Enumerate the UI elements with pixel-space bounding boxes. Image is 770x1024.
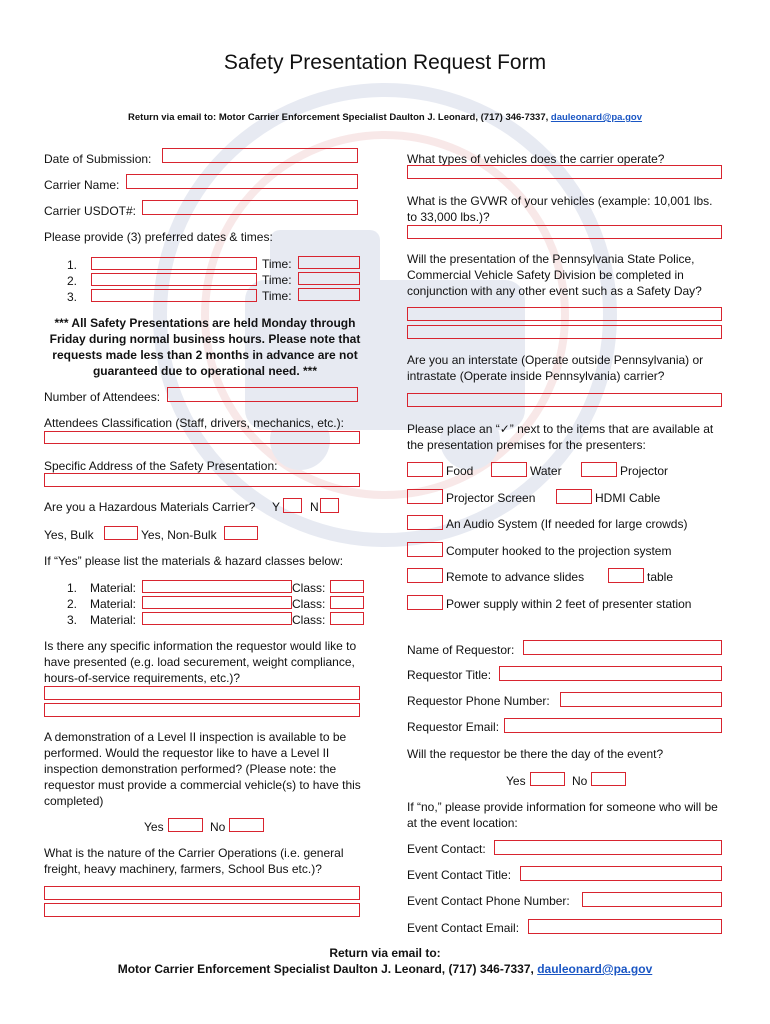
material-2-number: 2. (67, 597, 78, 611)
specific-topics-question: Is there any specific information the requestor would like to have presented (e.g. load securement, weight compliance, hours-of-service requirements, etc.)? (44, 639, 357, 685)
time-2-label: Time: (262, 273, 292, 287)
present-no-box[interactable] (591, 772, 626, 786)
material-3-number: 3. (67, 613, 78, 627)
hazmat-n-label: N (310, 500, 319, 514)
other-event-field-1[interactable] (407, 307, 722, 321)
address-label: Specific Address of the Safety Presentation: (44, 459, 278, 473)
classification-label: Attendees Classification (Staff, drivers, mechanics, etc.): (44, 416, 344, 430)
date-label: Date of Submission: (44, 152, 152, 166)
level2-yes-box[interactable] (168, 818, 203, 832)
level2-no-label: No (210, 820, 226, 834)
specific-topics-field-2[interactable] (44, 703, 360, 717)
event-contact-title-label: Event Contact Title: (407, 868, 512, 882)
projector-screen-box[interactable] (407, 489, 443, 504)
water-box[interactable] (491, 462, 527, 477)
return-email-link[interactable]: dauleonard@pa.gov (550, 112, 642, 123)
computer-label: Computer hooked to the projection system (446, 544, 672, 558)
yes-nonbulk-label: Yes, Non-Bulk (141, 528, 217, 542)
level2-no-box[interactable] (229, 818, 264, 832)
hdmi-label: HDMI Cable (595, 491, 661, 505)
hazmat-y-label: Y (272, 500, 281, 514)
material-3-label: Material: (90, 613, 137, 627)
time-1-field[interactable] (298, 256, 360, 269)
present-no-label: No (572, 774, 588, 788)
present-yes-box[interactable] (530, 772, 565, 786)
audio-system-box[interactable] (407, 515, 443, 530)
event-contact-email-label: Event Contact Email: (407, 921, 520, 935)
vehicle-types-question: What types of vehicles does the carrier operate? (407, 152, 665, 166)
class-2-field[interactable] (330, 596, 364, 609)
hazmat-n-box[interactable] (320, 498, 339, 513)
present-yes-label: Yes (506, 774, 526, 788)
event-contact-phone-field[interactable] (582, 892, 722, 907)
power-supply-box[interactable] (407, 595, 443, 610)
event-contact-email-field[interactable] (528, 919, 722, 934)
usdot-field[interactable] (142, 200, 358, 215)
carrier-name-label: Carrier Name: (44, 178, 120, 192)
yes-bulk-label: Yes, Bulk (44, 528, 94, 542)
requestor-present-question: Will the requestor be there the day of the event? (407, 747, 664, 761)
class-1-field[interactable] (330, 580, 364, 593)
requestor-title-label: Requestor Title: (407, 668, 492, 682)
date-1-number: 1. (67, 258, 78, 272)
water-label: Water (530, 464, 562, 478)
attendees-field[interactable] (167, 387, 358, 402)
gvwr-field[interactable] (407, 225, 722, 239)
material-1-field[interactable] (142, 580, 292, 593)
requestor-email-label: Requestor Email: (407, 720, 500, 734)
requestor-title-field[interactable] (499, 666, 722, 681)
hazmat-y-box[interactable] (283, 498, 302, 513)
other-event-field-2[interactable] (407, 325, 722, 339)
other-event-question: Will the presentation of the Pennsylvania State Police, Commercial Vehicle Safety Division be completed in conjunction with any other event such as a Safety Day? (407, 252, 702, 298)
requestor-name-label: Name of Requestor: (407, 643, 515, 657)
hdmi-box[interactable] (556, 489, 592, 504)
material-2-field[interactable] (142, 596, 292, 609)
remote-box[interactable] (407, 568, 443, 583)
projector-box[interactable] (581, 462, 617, 477)
remote-label: Remote to advance slides (446, 570, 585, 584)
requestor-email-field[interactable] (504, 718, 722, 733)
preferred-dates-label: Please provide (3) preferred dates & times: (44, 230, 273, 244)
usdot-label: Carrier USDOT#: (44, 204, 137, 218)
food-box[interactable] (407, 462, 443, 477)
interstate-field[interactable] (407, 393, 722, 407)
material-1-number: 1. (67, 581, 78, 595)
date-3-number: 3. (67, 290, 78, 304)
level2-yes-label: Yes (144, 820, 164, 834)
attendees-label: Number of Attendees: (44, 390, 161, 404)
time-2-field[interactable] (298, 272, 360, 285)
operations-field-1[interactable] (44, 886, 360, 900)
class-2-label: Class: (292, 597, 326, 611)
material-3-field[interactable] (142, 612, 292, 625)
date-2-field[interactable] (91, 273, 257, 286)
class-1-label: Class: (292, 581, 326, 595)
date-1-field[interactable] (91, 257, 257, 270)
projector-screen-label: Projector Screen (446, 491, 536, 505)
audio-system-label: An Audio System (If needed for large crowds) (446, 517, 688, 531)
event-contact-label: Event Contact: (407, 842, 486, 856)
carrier-name-field[interactable] (126, 174, 358, 189)
address-field[interactable] (44, 473, 360, 487)
operations-field-2[interactable] (44, 903, 360, 917)
event-contact-field[interactable] (494, 840, 722, 855)
projector-label: Projector (620, 464, 669, 478)
material-2-label: Material: (90, 597, 137, 611)
computer-box[interactable] (407, 542, 443, 557)
hazmat-question: Are you a Hazardous Materials Carrier? (44, 500, 256, 514)
event-contact-title-field[interactable] (520, 866, 722, 881)
requestor-name-field[interactable] (523, 640, 722, 655)
scheduling-notice: *** All Safety Presentations are held Monday through Friday during normal business hours. Please note that requests made less than 2 months in advance are not guaranteed due to operational need. *** (49, 316, 361, 378)
table-box[interactable] (608, 568, 644, 583)
power-supply-label: Power supply within 2 feet of presenter station (446, 597, 692, 611)
checklist-instructions: Please place an “✓” next to the items that are available at the presentation premises for the presenters: (407, 422, 714, 452)
event-contact-phone-label: Event Contact Phone Number: (407, 894, 570, 908)
material-1-label: Material: (90, 581, 137, 595)
footer-return-details: Motor Carrier Enforcement Specialist Daulton J. Leonard, (717) 346-7337, dauleonard@pa.gov (117, 962, 653, 976)
gvwr-question: What is the GVWR of your vehicles (example: 10,001 lbs. to 33,000 lbs.)? (407, 194, 713, 224)
requestor-phone-label: Requestor Phone Number: (407, 694, 550, 708)
interstate-question: Are you an interstate (Operate outside Pennsylvania) or intrastate (Operate inside Pennsylvania) carrier? (407, 353, 704, 383)
class-3-label: Class: (292, 613, 326, 627)
page-title: Safety Presentation Request Form (223, 51, 547, 74)
specific-topics-field-1[interactable] (44, 686, 360, 700)
food-label: Food (446, 464, 474, 478)
alternate-contact-instructions: If “no,” please provide information for someone who will be at the event location: (407, 800, 718, 830)
footer-email-link[interactable]: dauleonard@pa.gov (537, 962, 653, 976)
classification-field[interactable] (44, 431, 360, 444)
date-2-number: 2. (67, 274, 78, 288)
footer-return-heading: Return via email to: (329, 946, 441, 960)
date-field[interactable] (162, 148, 358, 163)
materials-question: If “Yes” please list the materials & hazard classes below: (44, 554, 344, 568)
operations-question: What is the nature of the Carrier Operations (i.e. general freight, heavy machinery, farmers, School Bus etc.)? (44, 846, 344, 876)
time-3-label: Time: (262, 289, 292, 303)
table-label: table (647, 570, 674, 584)
yes-nonbulk-box[interactable] (224, 526, 258, 540)
level2-question: A demonstration of a Level II inspection is available to be performed. Would the requestor like to have a Level II inspection demonstration performed? (Please note: the requestor must provide a commercial vehicle(s) to have this completed) (44, 730, 361, 808)
vehicle-types-field[interactable] (407, 165, 722, 179)
requestor-phone-field[interactable] (560, 692, 722, 707)
date-3-field[interactable] (91, 289, 257, 302)
checkmark-icon: ✓ (499, 422, 510, 436)
time-1-label: Time: (262, 257, 292, 271)
yes-bulk-box[interactable] (104, 526, 138, 540)
time-3-field[interactable] (298, 288, 360, 301)
class-3-field[interactable] (330, 612, 364, 625)
return-instructions: Return via email to: Motor Carrier Enforcement Specialist Daulton J. Leonard, (717) 346-7337, dauleonard@pa.gov (128, 112, 642, 123)
